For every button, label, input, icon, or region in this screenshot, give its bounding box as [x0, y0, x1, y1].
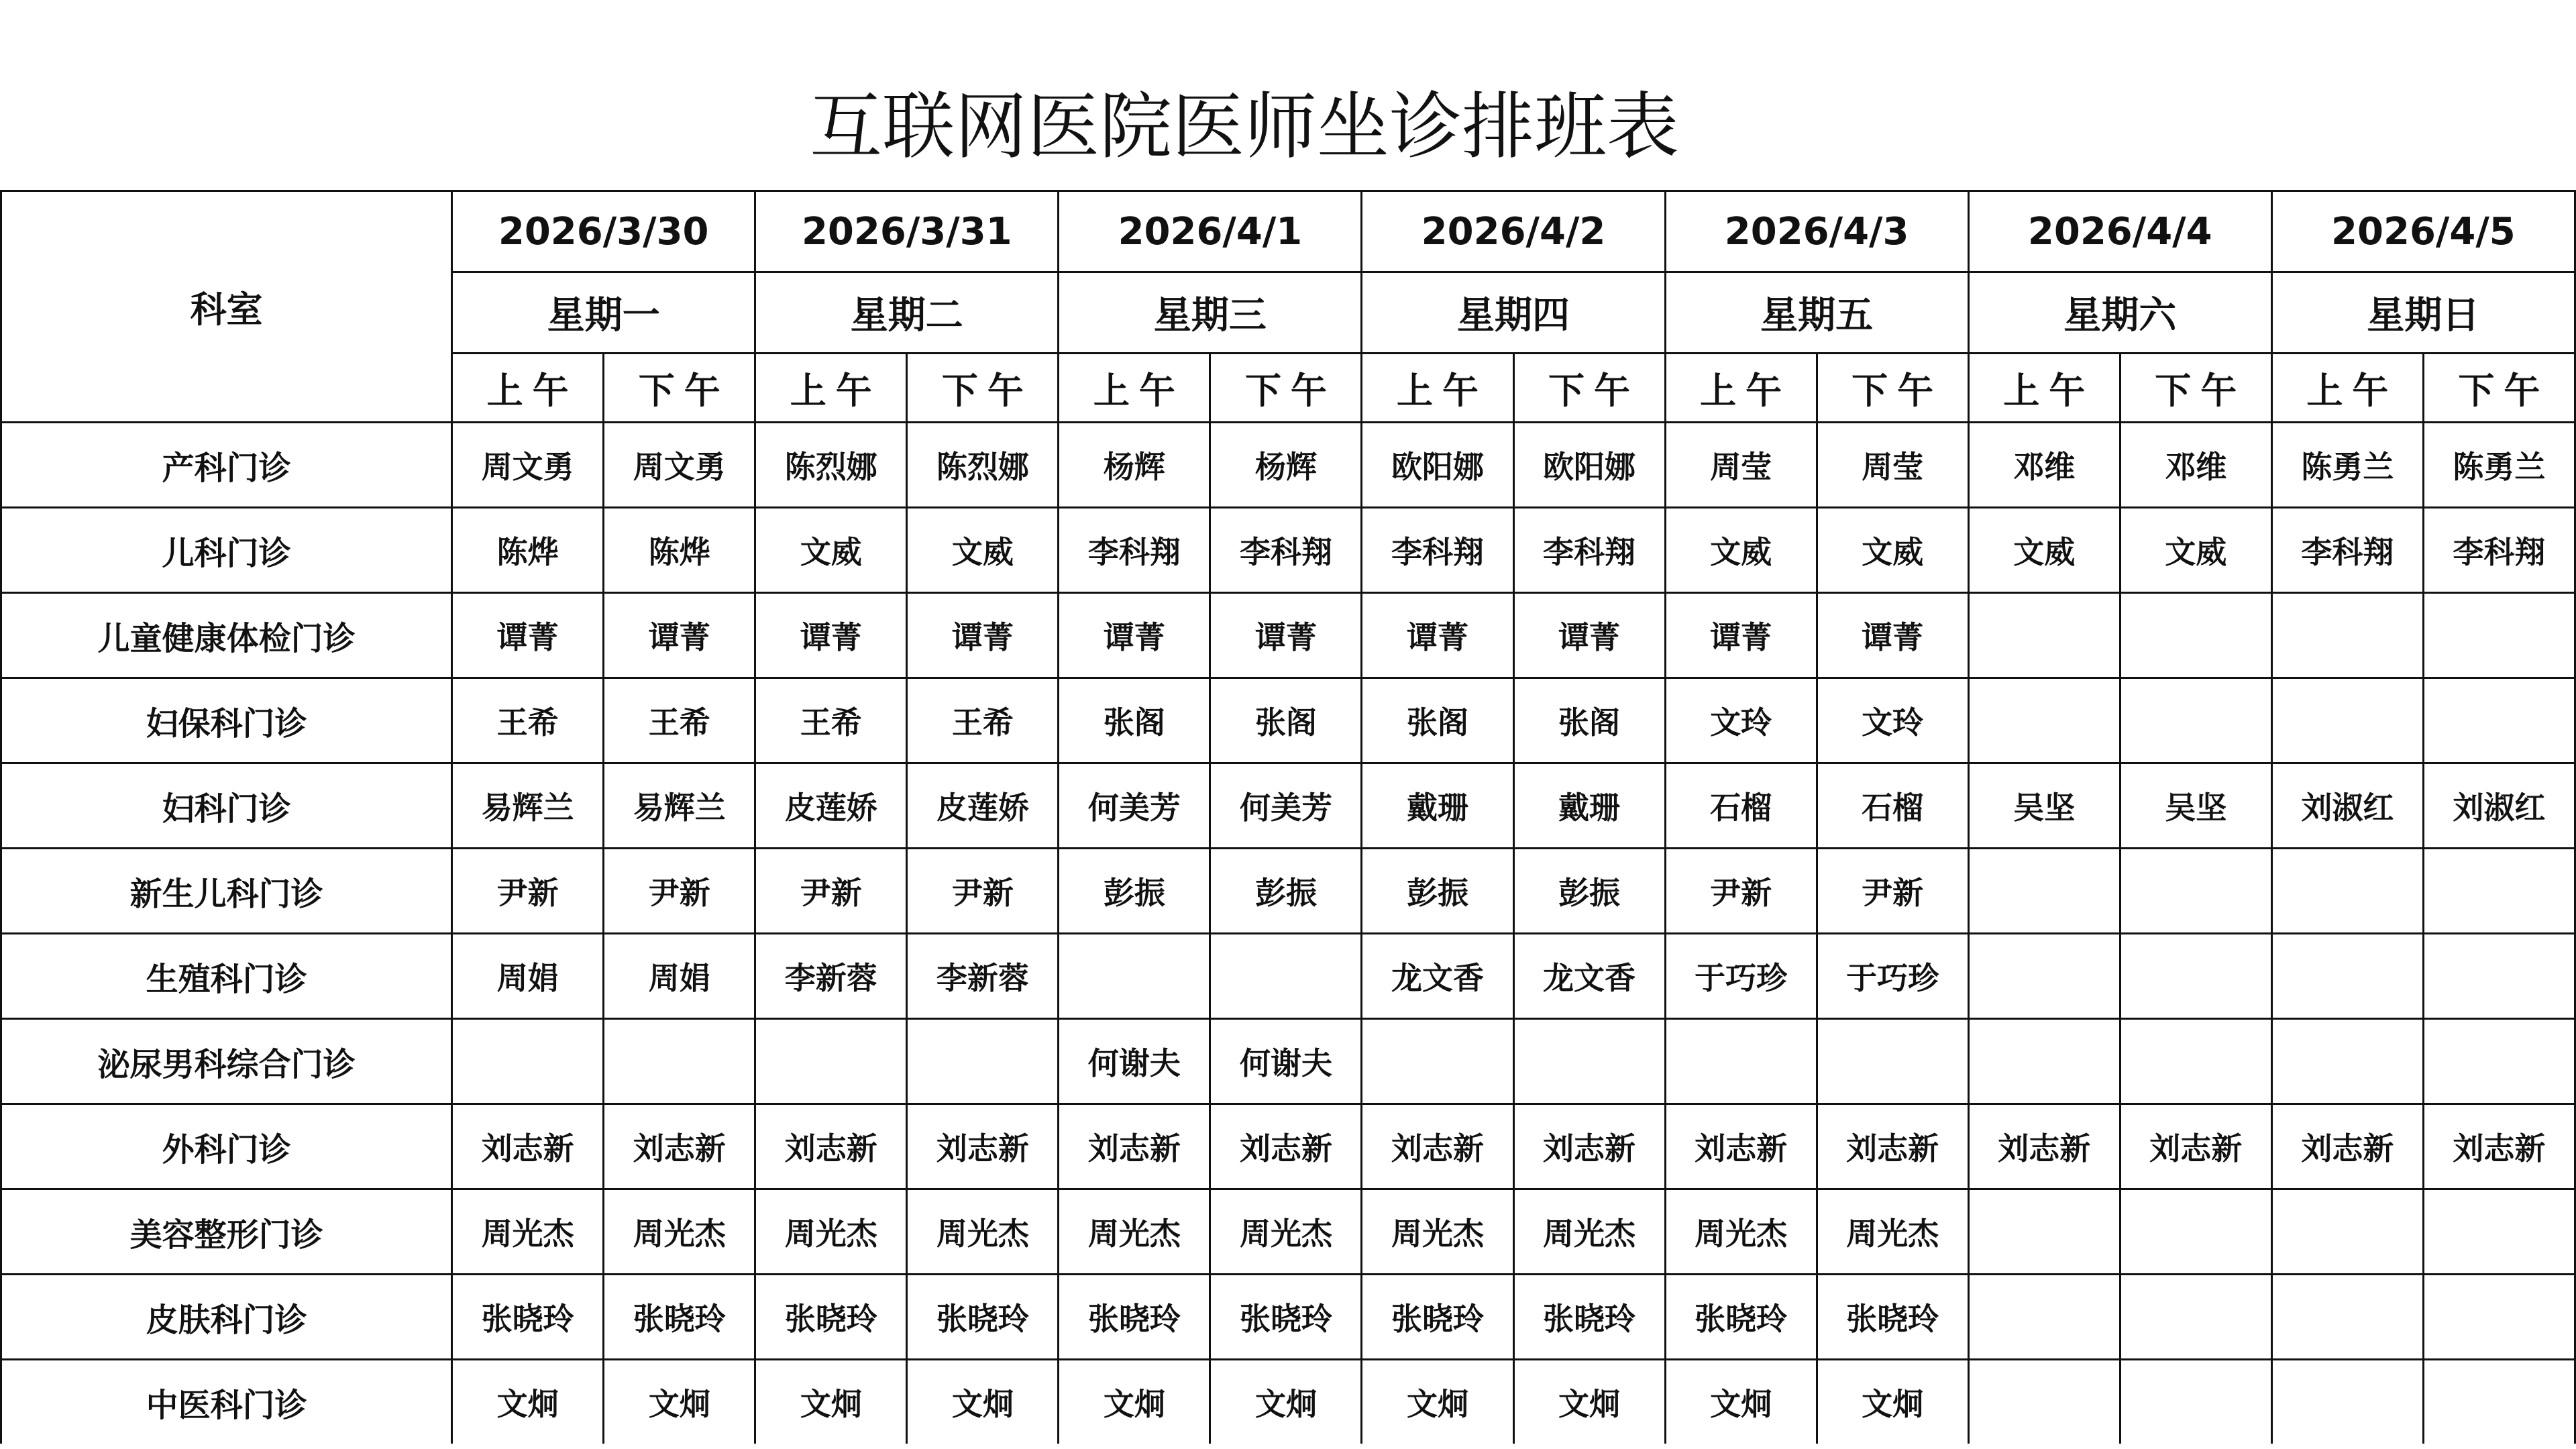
doctor-cell: 周光杰	[755, 1189, 907, 1275]
doctor-cell: 尹新	[452, 849, 604, 934]
doctor-cell: 刘志新	[907, 1104, 1059, 1189]
date-header: 2026/4/2	[1362, 191, 1665, 272]
schedule-table	[0, 190, 2576, 1444]
doctor-cell	[1968, 593, 2120, 678]
doctor-cell: 文威	[755, 508, 907, 593]
doctor-cell: 李科翔	[2271, 508, 2423, 593]
table-row	[1, 1360, 2575, 1444]
doctor-cell: 陈勇兰	[2423, 423, 2575, 508]
doctor-cell	[755, 1019, 907, 1104]
doctor-cell: 文炯	[1059, 1360, 1210, 1444]
morning-shift-header: 上午	[1362, 354, 1513, 423]
doctor-cell: 谭菁	[1817, 593, 1968, 678]
doctor-cell: 戴珊	[1513, 763, 1665, 849]
table-row	[1, 593, 2575, 678]
doctor-cell: 彭振	[1210, 849, 1362, 934]
dept-name: 生殖科门诊	[1, 934, 452, 1019]
doctor-cell: 刘志新	[1210, 1104, 1362, 1189]
doctor-cell: 周光杰	[452, 1189, 604, 1275]
doctor-cell: 张晓玲	[1362, 1275, 1513, 1360]
doctor-cell: 文炯	[907, 1360, 1059, 1444]
morning-shift-header: 上午	[1059, 354, 1210, 423]
morning-shift-header: 上午	[2271, 354, 2423, 423]
doctor-cell: 周光杰	[1817, 1189, 1968, 1275]
doctor-cell	[1968, 1275, 2120, 1360]
doctor-cell: 石榴	[1665, 763, 1817, 849]
doctor-cell: 周光杰	[907, 1189, 1059, 1275]
doctor-cell: 彭振	[1362, 849, 1513, 934]
doctor-cell: 李科翔	[1210, 508, 1362, 593]
doctor-cell	[2423, 593, 2575, 678]
doctor-cell: 谭菁	[604, 593, 755, 678]
doctor-cell: 于巧珍	[1817, 934, 1968, 1019]
doctor-cell: 文炯	[1210, 1360, 1362, 1444]
doctor-cell: 周光杰	[1665, 1189, 1817, 1275]
doctor-cell: 李新蓉	[755, 934, 907, 1019]
date-header: 2026/4/1	[1059, 191, 1362, 272]
doctor-cell: 文炯	[1665, 1360, 1817, 1444]
afternoon-shift-header: 下午	[1817, 354, 1968, 423]
doctor-cell	[2120, 849, 2271, 934]
doctor-cell: 王希	[452, 678, 604, 763]
doctor-cell	[2271, 1275, 2423, 1360]
doctor-cell: 刘志新	[755, 1104, 907, 1189]
dept-name: 美容整形门诊	[1, 1189, 452, 1275]
doctor-cell: 文威	[1665, 508, 1817, 593]
afternoon-shift-header: 下午	[2120, 354, 2271, 423]
table-row	[1, 423, 2575, 508]
morning-shift-header: 上午	[1665, 354, 1817, 423]
dept-column-header: 科室	[1, 191, 452, 423]
doctor-cell: 王希	[604, 678, 755, 763]
afternoon-shift-header: 下午	[907, 354, 1059, 423]
doctor-cell: 周光杰	[604, 1189, 755, 1275]
doctor-cell	[2423, 678, 2575, 763]
doctor-cell: 张晓玲	[1513, 1275, 1665, 1360]
date-header: 2026/4/3	[1665, 191, 1968, 272]
doctor-cell: 张晓玲	[907, 1275, 1059, 1360]
doctor-cell: 易辉兰	[604, 763, 755, 849]
weekday-header: 星期三	[1059, 272, 1362, 354]
doctor-cell: 周莹	[1817, 423, 1968, 508]
doctor-cell: 周光杰	[1513, 1189, 1665, 1275]
table-body	[1, 423, 2575, 1444]
doctor-cell: 皮莲娇	[907, 763, 1059, 849]
doctor-cell: 谭菁	[1210, 593, 1362, 678]
table-header	[1, 191, 2575, 423]
doctor-cell: 谭菁	[452, 593, 604, 678]
doctor-cell: 尹新	[755, 849, 907, 934]
dept-name: 儿科门诊	[1, 508, 452, 593]
weekday-header: 星期五	[1665, 272, 1968, 354]
doctor-cell: 张晓玲	[1059, 1275, 1210, 1360]
doctor-cell: 龙文香	[1513, 934, 1665, 1019]
doctor-cell: 皮莲娇	[755, 763, 907, 849]
doctor-cell	[2271, 1360, 2423, 1444]
doctor-cell: 周文勇	[604, 423, 755, 508]
table-row	[1, 1275, 2575, 1360]
doctor-cell	[2120, 678, 2271, 763]
doctor-cell	[1968, 1019, 2120, 1104]
doctor-cell: 张阁	[1362, 678, 1513, 763]
doctor-cell: 谭菁	[1665, 593, 1817, 678]
doctor-cell: 吴坚	[2120, 763, 2271, 849]
doctor-cell: 邓维	[1968, 423, 2120, 508]
doctor-cell: 尹新	[907, 849, 1059, 934]
doctor-cell: 张晓玲	[1210, 1275, 1362, 1360]
doctor-cell	[2120, 1019, 2271, 1104]
doctor-cell	[2271, 849, 2423, 934]
doctor-cell	[1968, 678, 2120, 763]
doctor-cell: 刘志新	[1362, 1104, 1513, 1189]
doctor-cell: 尹新	[604, 849, 755, 934]
doctor-cell: 刘淑红	[2423, 763, 2575, 849]
doctor-cell: 王希	[907, 678, 1059, 763]
table-row	[1, 1189, 2575, 1275]
doctor-cell	[1665, 1019, 1817, 1104]
doctor-cell: 刘志新	[2120, 1104, 2271, 1189]
doctor-cell: 邓维	[2120, 423, 2271, 508]
doctor-cell: 周光杰	[1362, 1189, 1513, 1275]
doctor-cell	[2423, 1189, 2575, 1275]
doctor-cell	[2120, 1275, 2271, 1360]
doctor-cell: 李新蓉	[907, 934, 1059, 1019]
dept-name: 皮肤科门诊	[1, 1275, 452, 1360]
doctor-cell	[2423, 1275, 2575, 1360]
table-row	[1, 763, 2575, 849]
doctor-cell: 李科翔	[1059, 508, 1210, 593]
doctor-cell	[2271, 678, 2423, 763]
doctor-cell: 于巧珍	[1665, 934, 1817, 1019]
doctor-cell: 周文勇	[452, 423, 604, 508]
doctor-cell	[604, 1019, 755, 1104]
afternoon-shift-header: 下午	[604, 354, 755, 423]
date-header: 2026/3/31	[755, 191, 1059, 272]
table-row	[1, 1019, 2575, 1104]
doctor-cell	[2423, 934, 2575, 1019]
doctor-cell: 易辉兰	[452, 763, 604, 849]
doctor-cell: 陈烨	[604, 508, 755, 593]
doctor-cell: 周娟	[452, 934, 604, 1019]
doctor-cell	[452, 1019, 604, 1104]
afternoon-shift-header: 下午	[2423, 354, 2575, 423]
doctor-cell: 文炯	[1362, 1360, 1513, 1444]
doctor-cell: 尹新	[1817, 849, 1968, 934]
doctor-cell: 李科翔	[2423, 508, 2575, 593]
doctor-cell: 何美芳	[1059, 763, 1210, 849]
weekday-header: 星期六	[1968, 272, 2271, 354]
weekday-header: 星期一	[452, 272, 755, 354]
doctor-cell: 刘志新	[1513, 1104, 1665, 1189]
doctor-cell: 陈勇兰	[2271, 423, 2423, 508]
morning-shift-header: 上午	[755, 354, 907, 423]
dept-name: 泌尿男科综合门诊	[1, 1019, 452, 1104]
doctor-cell: 何美芳	[1210, 763, 1362, 849]
doctor-cell	[2271, 1189, 2423, 1275]
doctor-cell: 谭菁	[755, 593, 907, 678]
doctor-cell	[2120, 593, 2271, 678]
doctor-cell: 文威	[1817, 508, 1968, 593]
doctor-cell: 欧阳娜	[1513, 423, 1665, 508]
doctor-cell: 文炯	[1513, 1360, 1665, 1444]
doctor-cell: 张阁	[1513, 678, 1665, 763]
doctor-cell: 张阁	[1210, 678, 1362, 763]
date-header: 2026/4/5	[2271, 191, 2575, 272]
doctor-cell	[2271, 934, 2423, 1019]
doctor-cell: 张晓玲	[1665, 1275, 1817, 1360]
doctor-cell	[1968, 934, 2120, 1019]
doctor-cell: 彭振	[1059, 849, 1210, 934]
weekday-header: 星期二	[755, 272, 1059, 354]
doctor-cell: 文威	[2120, 508, 2271, 593]
doctor-cell: 何谢夫	[1210, 1019, 1362, 1104]
page-title: 互联网医院医师坐诊排班表	[809, 85, 1679, 169]
doctor-cell: 谭菁	[1513, 593, 1665, 678]
doctor-cell: 谭菁	[1362, 593, 1513, 678]
doctor-cell: 杨辉	[1210, 423, 1362, 508]
doctor-cell	[1210, 934, 1362, 1019]
doctor-cell: 刘淑红	[2271, 763, 2423, 849]
doctor-cell: 刘志新	[604, 1104, 755, 1189]
doctor-cell	[2120, 1360, 2271, 1444]
doctor-cell: 周莹	[1665, 423, 1817, 508]
doctor-cell: 刘志新	[1059, 1104, 1210, 1189]
doctor-cell: 李科翔	[1513, 508, 1665, 593]
weekday-header: 星期日	[2271, 272, 2575, 354]
doctor-cell: 文威	[907, 508, 1059, 593]
doctor-cell	[1362, 1019, 1513, 1104]
doctor-cell: 刘志新	[2271, 1104, 2423, 1189]
doctor-cell: 尹新	[1665, 849, 1817, 934]
doctor-cell: 陈烨	[452, 508, 604, 593]
dept-name: 新生儿科门诊	[1, 849, 452, 934]
doctor-cell: 杨辉	[1059, 423, 1210, 508]
table-row	[1, 934, 2575, 1019]
doctor-cell	[1059, 934, 1210, 1019]
date-row	[1, 191, 2575, 272]
table-row	[1, 508, 2575, 593]
table-row	[1, 1104, 2575, 1189]
dept-name: 中医科门诊	[1, 1360, 452, 1444]
dept-name: 产科门诊	[1, 423, 452, 508]
doctor-cell	[2120, 1189, 2271, 1275]
doctor-cell: 张晓玲	[452, 1275, 604, 1360]
doctor-cell	[907, 1019, 1059, 1104]
doctor-cell: 李科翔	[1362, 508, 1513, 593]
doctor-cell: 龙文香	[1362, 934, 1513, 1019]
doctor-cell	[1968, 1360, 2120, 1444]
doctor-cell: 刘志新	[452, 1104, 604, 1189]
date-header: 2026/4/4	[1968, 191, 2271, 272]
afternoon-shift-header: 下午	[1210, 354, 1362, 423]
doctor-cell: 文炯	[755, 1360, 907, 1444]
doctor-cell: 张晓玲	[604, 1275, 755, 1360]
doctor-cell: 周光杰	[1059, 1189, 1210, 1275]
doctor-cell: 谭菁	[1059, 593, 1210, 678]
afternoon-shift-header: 下午	[1513, 354, 1665, 423]
doctor-cell: 文玲	[1665, 678, 1817, 763]
doctor-cell: 谭菁	[907, 593, 1059, 678]
doctor-cell: 戴珊	[1362, 763, 1513, 849]
weekday-header: 星期四	[1362, 272, 1665, 354]
doctor-cell	[1817, 1019, 1968, 1104]
dept-name: 妇保科门诊	[1, 678, 452, 763]
doctor-cell: 石榴	[1817, 763, 1968, 849]
doctor-cell	[2423, 1360, 2575, 1444]
doctor-cell	[2120, 934, 2271, 1019]
doctor-cell	[2423, 849, 2575, 934]
doctor-cell: 张晓玲	[755, 1275, 907, 1360]
doctor-cell: 刘志新	[1665, 1104, 1817, 1189]
doctor-cell: 刘志新	[1968, 1104, 2120, 1189]
doctor-cell: 文炯	[1817, 1360, 1968, 1444]
table-row	[1, 849, 2575, 934]
doctor-cell: 何谢夫	[1059, 1019, 1210, 1104]
doctor-cell	[1968, 849, 2120, 934]
doctor-cell	[2271, 1019, 2423, 1104]
doctor-cell: 文炯	[604, 1360, 755, 1444]
dept-name: 妇科门诊	[1, 763, 452, 849]
doctor-cell: 陈烈娜	[755, 423, 907, 508]
doctor-cell	[2423, 1019, 2575, 1104]
doctor-cell: 刘志新	[2423, 1104, 2575, 1189]
doctor-cell: 周娟	[604, 934, 755, 1019]
doctor-cell: 刘志新	[1817, 1104, 1968, 1189]
morning-shift-header: 上午	[1968, 354, 2120, 423]
doctor-cell: 欧阳娜	[1362, 423, 1513, 508]
doctor-cell: 王希	[755, 678, 907, 763]
doctor-cell: 文炯	[452, 1360, 604, 1444]
doctor-cell: 文玲	[1817, 678, 1968, 763]
doctor-cell: 吴坚	[1968, 763, 2120, 849]
doctor-cell: 周光杰	[1210, 1189, 1362, 1275]
dept-name: 儿童健康体检门诊	[1, 593, 452, 678]
doctor-cell: 陈烈娜	[907, 423, 1059, 508]
doctor-cell	[1968, 1189, 2120, 1275]
doctor-cell: 彭振	[1513, 849, 1665, 934]
table-row	[1, 678, 2575, 763]
date-header: 2026/3/30	[452, 191, 755, 272]
morning-shift-header: 上午	[452, 354, 604, 423]
doctor-cell	[2271, 593, 2423, 678]
doctor-cell: 张阁	[1059, 678, 1210, 763]
doctor-cell: 张晓玲	[1817, 1275, 1968, 1360]
dept-name: 外科门诊	[1, 1104, 452, 1189]
doctor-cell: 文威	[1968, 508, 2120, 593]
doctor-cell	[1513, 1019, 1665, 1104]
